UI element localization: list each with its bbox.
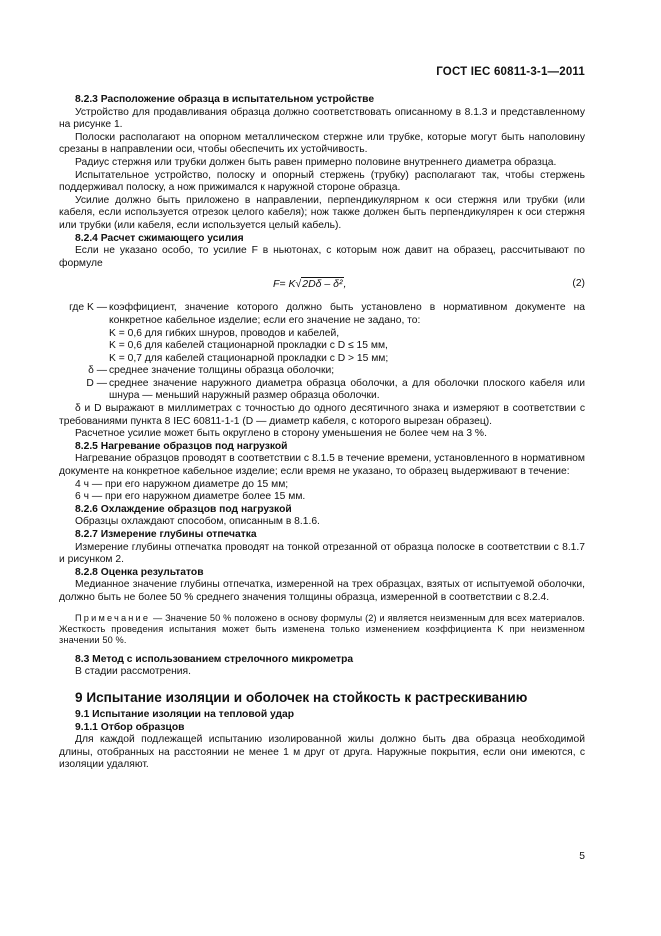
paragraph: Медианное значение глубины отпечатка, измеренной на трех образцах, взятых от испытуемой оболочки, должно быть не более 50 % среднего значения толщины образца, измеренной в соответствии с 8.2.4. — [59, 579, 585, 603]
heading-9: 9 Испытание изоляции и оболочек на стойкость к растрескиванию — [75, 689, 528, 705]
definition-text: среднее значение толщины образца оболочки; — [109, 365, 335, 377]
heading-8-2-5: 8.2.5 Нагревание образцов под нагрузкой — [75, 440, 288, 452]
definition-d — [59, 378, 585, 403]
definition-delta — [59, 365, 585, 378]
heading-8-2-4: 8.2.4 Расчет сжимающего усилия — [75, 232, 244, 244]
note-text: — Значение 50 % положено в основу формулы (2) и является неизменным для всех материалов. Жесткость проведения испытания может быть изменена только изменением коэффициента K при неизменном значении 50 %. — [59, 612, 585, 646]
document-code: ГОСТ IEC 60811-3-1—2011 — [436, 66, 585, 78]
formula-tail: , — [343, 278, 347, 291]
paragraph: Испытательное устройство, полоску и опорный стержень (трубку) располагают так, чтобы стержень поддерживал полоску, а нож прижимался к наружной стороне образца. — [59, 169, 585, 194]
paragraph: Устройство для продавливания образца должно соответствовать описанному в 8.1.3 и представленному на рисунке 1. — [59, 106, 585, 131]
definitions — [59, 302, 585, 403]
list-item: 4 ч — при его наружном диаметре до 15 мм; — [75, 478, 289, 490]
formula-radicand: 2Dδ – δ² — [302, 278, 343, 291]
paragraph: Образцы охлаждают способом, описанным в 8.1.6. — [75, 516, 320, 528]
definition-k — [59, 302, 585, 327]
formula — [273, 278, 346, 291]
heading-9-1-1: 9.1.1 Отбор образцов — [75, 721, 185, 733]
heading-8-2-3: 8.2.3 Расположение образца в испытательном устройстве — [75, 94, 375, 105]
heading-9-1: 9.1 Испытание изоляции на тепловой удар — [75, 708, 295, 720]
k-value: K = 0,6 для кабелей стационарной прокладки с D ≤ 15 мм, — [109, 340, 388, 352]
paragraph: Полоски располагают на опорном металлическом стержне или трубке, которые могут быть наполовину срезаны в направлении оси, чтобы обеспечить их устойчивость. — [59, 131, 585, 156]
paragraph: Измерение глубины отпечатка проводят на тонкой отрезанной от образца полоске в соответствии с 8.1.7 и рисунком 2. — [59, 541, 585, 566]
heading-8-2-7: 8.2.7 Измерение глубины отпечатка — [75, 529, 257, 540]
definition-text: среднее значение наружного диаметра образца оболочки, а для оболочки плоского кабеля или шнура — меньший наружный размер образца оболочки. — [109, 377, 585, 402]
definition-text: коэффициент, значение которого должно быть установлено в нормативном документе на конкретное кабельное изделие; если его значение не задано, то: — [109, 302, 585, 326]
heading-8-2-6: 8.2.6 Охлаждение образцов под нагрузкой — [75, 503, 292, 515]
paragraph: В стадии рассмотрения. — [75, 666, 191, 678]
formula-lhs: F= K — [273, 278, 296, 291]
list-item: 6 ч — при его наружном диаметре более 15 мм. — [75, 491, 306, 503]
definition-label: D — — [86, 377, 107, 389]
definition-label: где K — — [69, 302, 107, 314]
paragraph: Расчетное усилие может быть округлено в сторону уменьшения не более чем на 3 %. — [75, 428, 487, 440]
definition-label: δ — — [88, 365, 107, 377]
k-value: K = 0,6 для гибких шнуров, проводов и кабелей, — [109, 327, 340, 339]
paragraph: Радиус стержня или трубки должен быть равен примерно половине внутреннего диаметра образца. — [75, 156, 557, 168]
paragraph: δ и D выражают в миллиметрах с точностью до одного десятичного знака и измеряют в соответствии с требованиями пункта 8 IEC 60811-1-1 (D — диаметр кабеля, с которого вырезан образец). — [59, 403, 585, 427]
paragraph: Если не указано особо, то усилие F в ньютонах, с которым нож давит на образец, рассчитывают по формуле — [59, 245, 585, 269]
page-body — [59, 94, 585, 772]
k-value: K = 0,7 для кабелей стационарной прокладки с D > 15 мм; — [109, 352, 389, 364]
formula-2 — [59, 272, 585, 300]
page-number: 5 — [579, 851, 585, 862]
heading-8-3: 8.3 Метод с использованием стрелочного микрометра — [75, 653, 354, 665]
paragraph: Нагревание образцов проводят в соответствии с 8.1.5 в течение времени, установленного в нормативном документе на конкретное кабельное изделие; если время не указано, то образец выдерживают в течение: — [59, 453, 585, 478]
note — [59, 613, 585, 647]
note-label: Примечание — [75, 612, 151, 623]
paragraph: Усилие должно быть приложено в направлении, перпендикулярном к оси стержня или трубки (или кабеля, если используется отрезок целого кабеля); нож также должен быть перпендикулярен к оси стержня или трубки (или кабеля, если используется целый кабель). — [59, 194, 585, 231]
heading-8-2-8: 8.2.8 Оценка результатов — [75, 566, 204, 578]
paragraph: Для каждой подлежащей испытанию изолированной жилы должно быть два образца необходимой длины, отобранных на расстоянии не менее 1 м друг от друга. Наружные покрытия, если они имеются, с изоляции удаляют. — [59, 734, 585, 771]
radical-sign: √ — [295, 278, 302, 291]
formula-number: (2) — [572, 278, 585, 290]
